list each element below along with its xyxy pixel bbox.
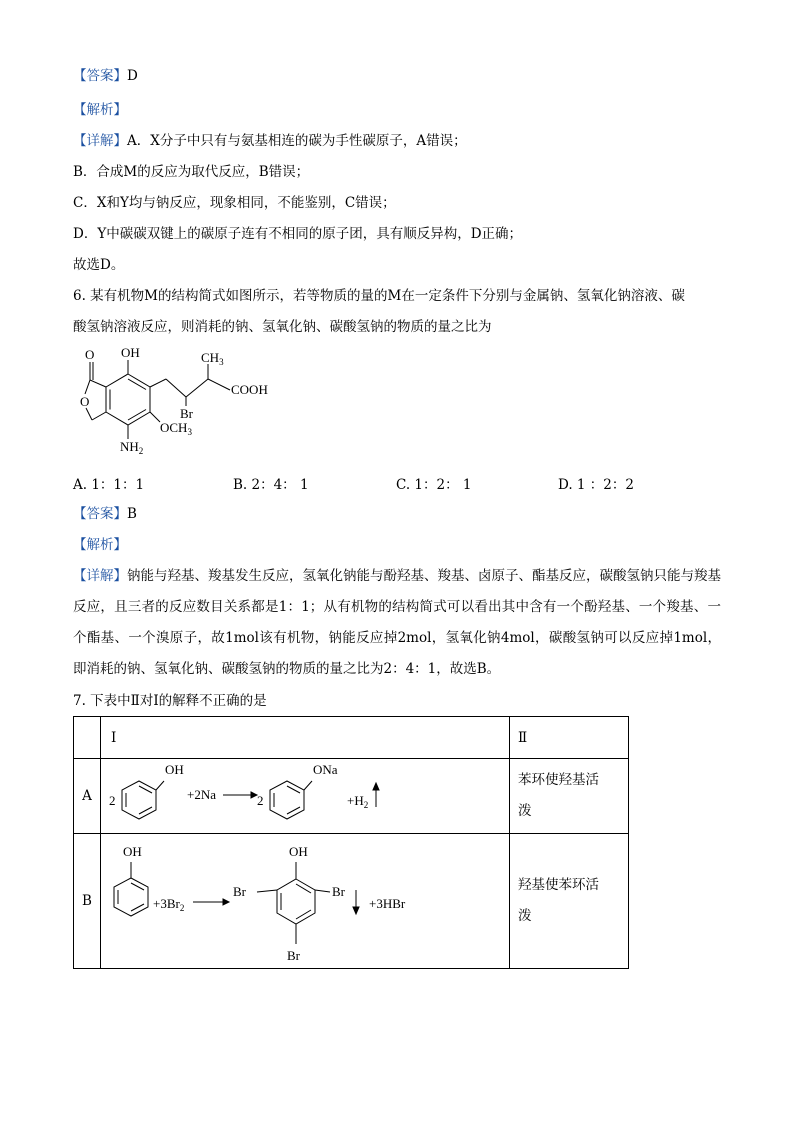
q7-table [73, 716, 629, 969]
reagent-br2: $+3Br_2$ [153, 896, 185, 913]
label-carbonyl-o: O [85, 347, 95, 362]
label-phenol-oh: OH [165, 762, 184, 777]
q6-option-a[interactable]: A. 1：1：1 [73, 477, 145, 493]
label-br-bottom: Br [287, 948, 300, 963]
coef-right: 2 [257, 793, 264, 808]
label-ch3: $CH_3$ [201, 350, 224, 367]
q5-detail-d: D．Y中碳碳双键上的碳原子连有不相同的原子团，具有顺反异构，D正确； [73, 226, 523, 242]
q6-answer-line [73, 504, 137, 524]
row-b-explanation-1: 羟基使苯环活 [518, 877, 599, 893]
q6-option-b[interactable]: B. 2：4： 1 [233, 477, 309, 493]
detail-text: 钠能与羟基、羧基发生反应，氢氧化钠能与酚羟基、羧基、卤原子、酯基反应，碳酸氢钠只能与羧基反应，且三者的反应数目关系都是1：1；从有机物的结构简式可以看出其中含有一个酚羟基、一个羧基、一个酯基、一个溴原子，故1mol该有机物，钠能反应掉2mol，氢氧化钠4mol，碳酸氢钠可以反应掉1mol，即消耗的钠、氢氧化钠、碳酸氢钠的物质的量之比为2：4：1，故选B。 [73, 568, 721, 677]
label-br: Br [180, 406, 193, 421]
label-br-right: Br [332, 884, 345, 899]
q6-option-d[interactable]: D. 1 ：2：2 [558, 477, 634, 493]
table-header-row [74, 717, 629, 759]
row-a-explanation-cell [510, 759, 629, 834]
row-a-reaction-diagram [101, 759, 499, 829]
row-a-letter: A [74, 759, 101, 834]
byproduct-hbr: +3HBr [369, 896, 406, 911]
analysis-tag: 【解析】 [73, 102, 127, 118]
answer-tag: 【答案】 [73, 68, 127, 84]
label-phenol-oh: OH [123, 844, 142, 859]
answer-tag: 【答案】 [73, 506, 127, 522]
label-nh2: $NH_2$ [120, 439, 144, 456]
q6-stem-line-1: 6. 某有机物M的结构简式如图所示，若等物质的量的M在一定条件下分别与金属钠、氢氧化钠溶液、碳 [73, 288, 685, 304]
label-br-left: Br [233, 884, 246, 899]
coef-left: 2 [109, 793, 116, 808]
q5-conclusion: 故选D。 [73, 257, 125, 273]
answer-value: D [127, 68, 138, 84]
label-och3: $OCH_3$ [160, 420, 192, 437]
answer-value: B [127, 506, 137, 522]
row-b-reaction-diagram [101, 834, 499, 964]
q5-answer-line [73, 66, 138, 86]
q6-stem-line-2: 酸氢钠溶液反应，则消耗的钠、氢氧化钠、碳酸氢钠的物质的量之比为 [73, 319, 492, 335]
row-b-explanation-cell [510, 834, 629, 969]
label-cooh: COOH [231, 382, 268, 397]
row-a-equation-cell [101, 759, 510, 834]
q5-analysis-tag [73, 100, 127, 120]
row-a-explanation-1: 苯环使羟基活 [518, 772, 599, 788]
label-product-oh: OH [289, 844, 308, 859]
q5-detail-c: C．X和Y均与钠反应，现象相同，不能鉴别，C错误； [73, 195, 396, 211]
table-row [74, 759, 629, 834]
q6-analysis-tag [73, 535, 127, 555]
label-ona: ONa [313, 762, 338, 777]
table-row [74, 834, 629, 969]
row-b-explanation-2: 泼 [518, 908, 532, 924]
detail-a-text: A．X分子中只有与氨基相连的碳为手性碳原子，A错误； [127, 133, 467, 149]
header-blank-cell [74, 717, 101, 759]
product-h2: $+H_2$ [347, 793, 369, 810]
header-col-2: Ⅱ [510, 717, 629, 759]
label-ring-o: O [80, 394, 90, 409]
q6-option-c[interactable]: C. 1：2： 1 [396, 477, 472, 493]
row-b-letter: B [74, 834, 101, 969]
q7-stem: 7. 下表中Ⅱ对Ⅰ的解释不正确的是 [73, 693, 267, 709]
label-oh: OH [121, 345, 140, 360]
q5-detail-a [73, 131, 467, 151]
row-a-explanation-2: 泼 [518, 803, 532, 819]
reagent-na: +2Na [187, 787, 216, 802]
q6-detail-paragraph [73, 561, 721, 685]
detail-tag: 【详解】 [73, 133, 127, 149]
header-col-1: Ⅰ [101, 717, 510, 759]
row-b-equation-cell [101, 834, 510, 969]
q5-detail-b: B．合成M的反应为取代反应，B错误； [73, 164, 310, 180]
q6-structure-diagram [68, 342, 288, 460]
analysis-tag: 【解析】 [73, 537, 127, 553]
detail-tag: 【详解】 [73, 568, 127, 584]
